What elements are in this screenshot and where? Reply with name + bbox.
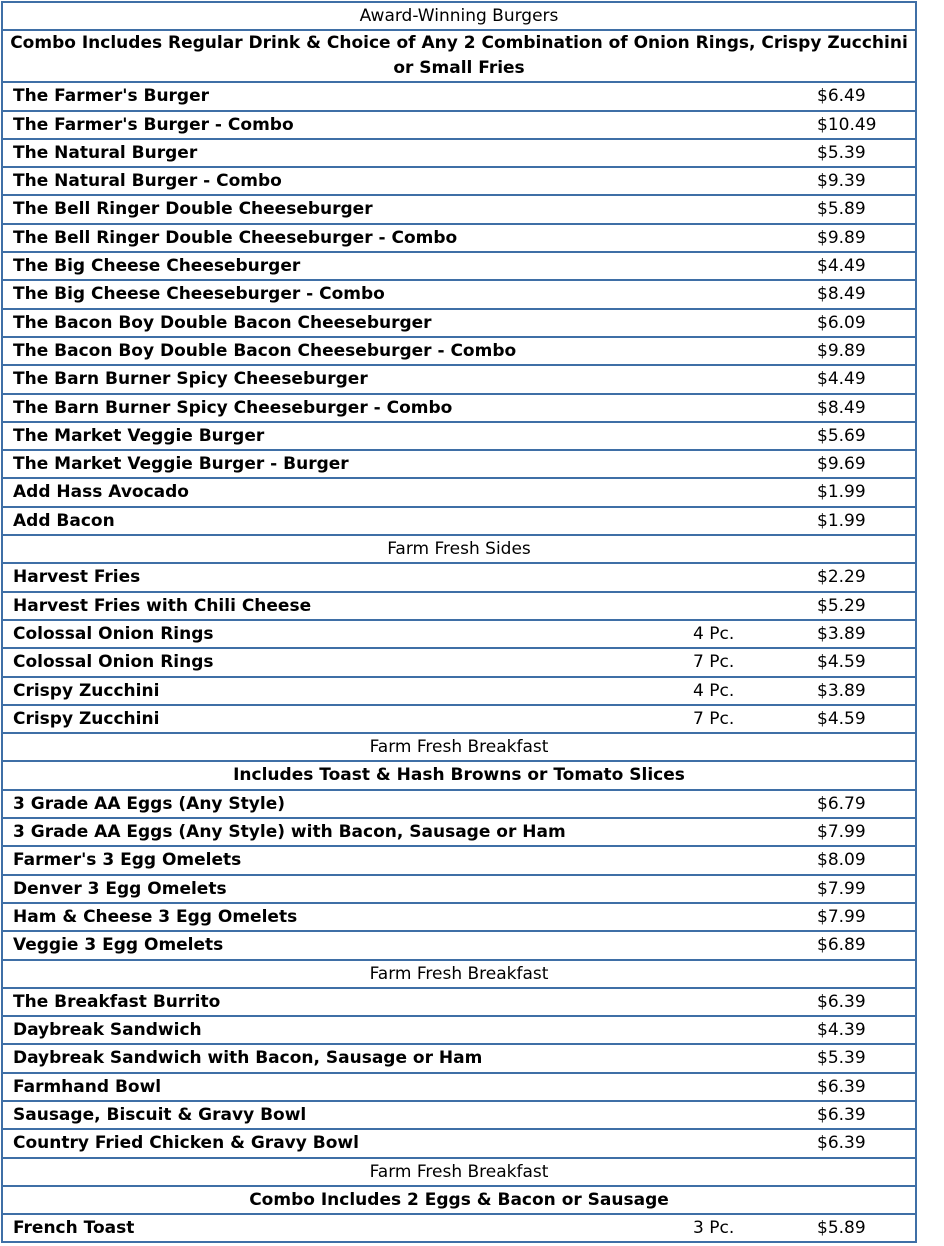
item-price: $9.69 — [817, 454, 866, 475]
item-name: The Market Veggie Burger - Burger — [13, 454, 349, 475]
menu-item — [2, 931, 916, 959]
menu-item — [2, 280, 916, 308]
item-name: Daybreak Sandwich with Bacon, Sausage or Ham — [13, 1048, 483, 1069]
menu-item-row — [2, 1214, 916, 1242]
item-name: Farmer's 3 Egg Omelets — [13, 850, 242, 871]
item-name: Harvest Fries — [13, 567, 141, 588]
menu-item-row — [2, 705, 916, 733]
menu-item — [2, 394, 916, 422]
menu-item-row — [2, 422, 916, 450]
menu-item — [2, 1101, 916, 1129]
menu-item-row — [2, 478, 916, 506]
item-price: $7.99 — [817, 878, 866, 899]
item-quantity: 4 Pc. — [693, 680, 735, 701]
menu-item — [2, 111, 916, 139]
menu-item-row — [2, 139, 916, 167]
menu-item-row — [2, 252, 916, 280]
menu-item — [2, 478, 916, 506]
item-price: $4.39 — [817, 1020, 866, 1041]
section-subtitle: Includes Toast & Hash Browns or Tomato Slices — [2, 761, 916, 789]
item-price: $9.89 — [817, 340, 866, 361]
menu-item-row — [2, 620, 916, 648]
menu-item-row — [2, 1044, 916, 1072]
item-price: $8.09 — [817, 850, 866, 871]
menu-item-row — [2, 82, 916, 110]
item-price: $2.29 — [817, 567, 866, 588]
menu-item — [2, 337, 916, 365]
item-name: The Natural Burger — [13, 142, 198, 163]
item-price: $5.89 — [817, 1218, 866, 1239]
item-price: $10.49 — [817, 114, 877, 135]
item-price: $6.39 — [817, 991, 866, 1012]
item-quantity: 7 Pc. — [693, 708, 735, 729]
item-price: $8.49 — [817, 284, 866, 305]
menu-item-row — [2, 309, 916, 337]
item-name: Daybreak Sandwich — [13, 1020, 202, 1041]
item-quantity: 3 Pc. — [693, 1218, 735, 1239]
section-title: Farm Fresh Breakfast — [2, 1158, 916, 1186]
item-name: The Big Cheese Cheeseburger — [13, 256, 301, 277]
section-title: Award-Winning Burgers — [2, 2, 916, 30]
item-name: The Market Veggie Burger — [13, 425, 265, 446]
item-name: Colossal Onion Rings — [13, 652, 214, 673]
item-price: $5.29 — [817, 595, 866, 616]
menu-item — [2, 1016, 916, 1044]
item-name: Ham & Cheese 3 Egg Omelets — [13, 906, 298, 927]
menu-item-row — [2, 563, 916, 591]
menu-item-row — [2, 365, 916, 393]
item-price: $7.99 — [817, 822, 866, 843]
menu-item — [2, 507, 916, 535]
menu-item — [2, 252, 916, 280]
item-price: $5.39 — [817, 142, 866, 163]
menu-table — [1, 1, 917, 1243]
item-name: The Bell Ringer Double Cheeseburger - Combo — [13, 227, 458, 248]
item-price: $1.99 — [817, 510, 866, 531]
item-name: Farmhand Bowl — [13, 1076, 162, 1097]
menu-item-row — [2, 790, 916, 818]
item-name: The Farmer's Burger - Combo — [13, 114, 294, 135]
menu-item-row — [2, 167, 916, 195]
item-name: The Natural Burger - Combo — [13, 171, 282, 192]
item-name: The Farmer's Burger — [13, 86, 210, 107]
section-subtitle: Combo Includes 2 Eggs & Bacon or Sausage — [2, 1186, 916, 1214]
item-price: $3.89 — [817, 680, 866, 701]
item-name: Add Bacon — [13, 510, 115, 531]
item-price: $6.09 — [817, 312, 866, 333]
menu-item-row — [2, 818, 916, 846]
item-name: The Bacon Boy Double Bacon Cheeseburger — [13, 312, 432, 333]
item-price: $4.59 — [817, 708, 866, 729]
menu-item — [2, 195, 916, 223]
item-name: Crispy Zucchini — [13, 680, 160, 701]
menu-item — [2, 677, 916, 705]
menu-item-row — [2, 337, 916, 365]
item-price: $9.39 — [817, 171, 866, 192]
item-name: The Bell Ringer Double Cheeseburger — [13, 199, 373, 220]
item-name: Harvest Fries with Chili Cheese — [13, 595, 312, 616]
menu-item-row — [2, 1073, 916, 1101]
item-name: Crispy Zucchini — [13, 708, 160, 729]
item-price: $5.39 — [817, 1048, 866, 1069]
menu-item — [2, 139, 916, 167]
menu-item-row — [2, 846, 916, 874]
menu-item — [2, 1129, 916, 1157]
item-price: $4.59 — [817, 652, 866, 673]
item-price: $4.49 — [817, 256, 866, 277]
menu-item-row — [2, 931, 916, 959]
menu-item — [2, 1214, 916, 1242]
menu-item-row — [2, 988, 916, 1016]
menu-item — [2, 648, 916, 676]
item-name: 3 Grade AA Eggs (Any Style) with Bacon, Sausage or Ham — [13, 822, 566, 843]
item-price: $4.49 — [817, 369, 866, 390]
menu-item-row — [2, 1016, 916, 1044]
item-name: Sausage, Biscuit & Gravy Bowl — [13, 1104, 307, 1125]
menu-item — [2, 705, 916, 733]
menu-item-row — [2, 677, 916, 705]
item-quantity: 4 Pc. — [693, 623, 735, 644]
menu-item — [2, 592, 916, 620]
item-price: $6.39 — [817, 1076, 866, 1097]
item-name: Country Fried Chicken & Gravy Bowl — [13, 1133, 359, 1154]
menu-item — [2, 450, 916, 478]
item-price: $6.89 — [817, 935, 866, 956]
menu-body — [2, 2, 916, 1242]
menu-item-row — [2, 1101, 916, 1129]
item-price: $6.49 — [817, 86, 866, 107]
menu-item — [2, 82, 916, 110]
item-price: $1.99 — [817, 482, 866, 503]
item-name: The Big Cheese Cheeseburger - Combo — [13, 284, 385, 305]
item-quantity: 7 Pc. — [693, 652, 735, 673]
menu-item — [2, 790, 916, 818]
menu-item-row — [2, 450, 916, 478]
item-name: Add Hass Avocado — [13, 482, 189, 503]
item-price: $7.99 — [817, 906, 866, 927]
item-name: The Barn Burner Spicy Cheeseburger - Combo — [13, 397, 453, 418]
section-title: Farm Fresh Sides — [2, 535, 916, 563]
menu-item — [2, 422, 916, 450]
section-subtitle: Combo Includes Regular Drink & Choice of Any 2 Combination of Onion Rings, Crispy Zucchini or Small Fries — [2, 30, 916, 82]
item-price: $6.39 — [817, 1104, 866, 1125]
menu-item-row — [2, 224, 916, 252]
section-title: Farm Fresh Breakfast — [2, 960, 916, 988]
menu-item — [2, 620, 916, 648]
item-name: The Barn Burner Spicy Cheeseburger — [13, 369, 368, 390]
menu-item — [2, 846, 916, 874]
menu-item — [2, 1073, 916, 1101]
item-price: $8.49 — [817, 397, 866, 418]
menu-item — [2, 563, 916, 591]
item-price: $6.79 — [817, 793, 866, 814]
menu-item — [2, 224, 916, 252]
menu-item — [2, 818, 916, 846]
section-title: Farm Fresh Breakfast — [2, 733, 916, 761]
item-name: The Bacon Boy Double Bacon Cheeseburger - Combo — [13, 340, 517, 361]
item-name: Colossal Onion Rings — [13, 623, 214, 644]
menu-item-row — [2, 875, 916, 903]
menu-item-row — [2, 1129, 916, 1157]
item-name: Denver 3 Egg Omelets — [13, 878, 227, 899]
item-price: $5.89 — [817, 199, 866, 220]
item-name: 3 Grade AA Eggs (Any Style) — [13, 793, 285, 814]
item-price: $3.89 — [817, 623, 866, 644]
menu-item — [2, 988, 916, 1016]
menu-item-row — [2, 111, 916, 139]
item-name: French Toast — [13, 1218, 135, 1239]
menu-item-row — [2, 903, 916, 931]
menu-item — [2, 1044, 916, 1072]
menu-item-row — [2, 394, 916, 422]
menu-item-row — [2, 195, 916, 223]
item-price: $6.39 — [817, 1133, 866, 1154]
menu-item — [2, 309, 916, 337]
menu-item-row — [2, 507, 916, 535]
menu-item-row — [2, 648, 916, 676]
item-name: Veggie 3 Egg Omelets — [13, 935, 224, 956]
menu-item — [2, 875, 916, 903]
item-name: The Breakfast Burrito — [13, 991, 221, 1012]
menu-item — [2, 903, 916, 931]
item-price: $9.89 — [817, 227, 866, 248]
menu-item — [2, 365, 916, 393]
item-price: $5.69 — [817, 425, 866, 446]
menu-item-row — [2, 592, 916, 620]
menu-item-row — [2, 280, 916, 308]
menu-item — [2, 167, 916, 195]
